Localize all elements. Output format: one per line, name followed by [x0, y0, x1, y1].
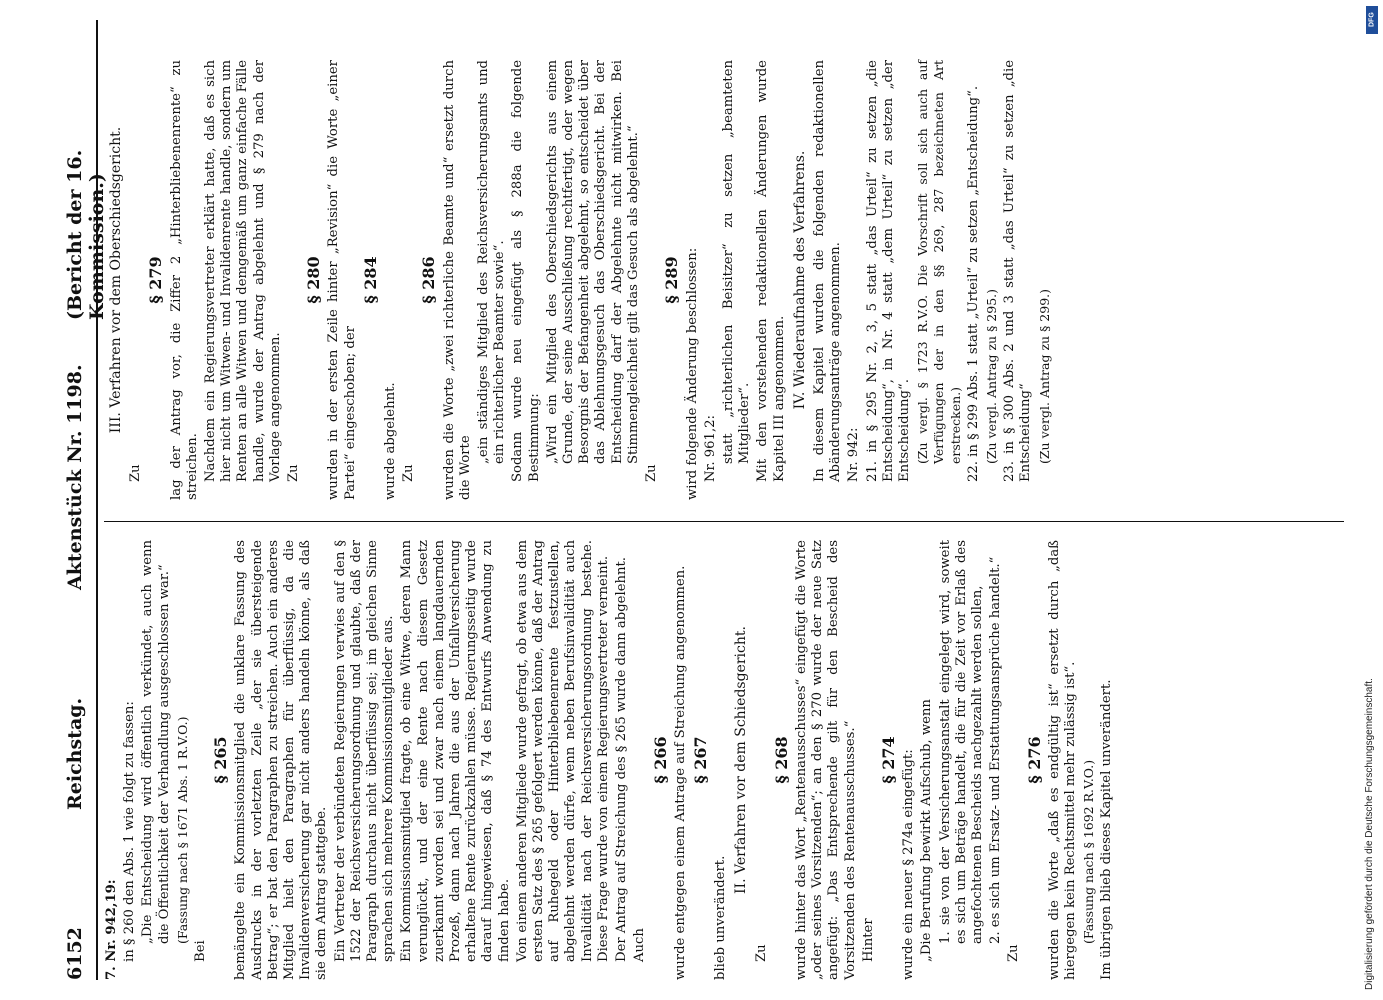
text-line: Zu — [753, 944, 769, 962]
text-line: 7. Nr. 942,19: — [104, 879, 119, 980]
left-column — [104, 540, 1118, 980]
text-line: „Die Entscheidung wird öffentlich verkündet, auch wenn die Öffentlichkeit der Verhandlung ausgeschlossen war.“ — [140, 540, 172, 944]
page-number: 6152 — [64, 927, 86, 980]
paragraph-symbol: § 265 — [211, 736, 231, 784]
text-line: (Fassung nach § 1692 R.V.O.) — [1081, 759, 1097, 944]
text-line: Von einem anderen Mitgliede wurde gefragt, ob etwa aus dem ersten Satz des § 265 gefolgert werden könne, daß der Antrag auf Ruhegeld oder Hinterbliebenenrente festzustellen, abgelehnt werden dürfe, wenn neben Berufsinvalidität auch Invalidität nach der Reichsversicherungsordnung bestehe. Diese Frage wurde von einem Regierungsvertreter verneint. — [514, 540, 611, 962]
header-rule — [96, 20, 98, 980]
text-line: blieb unverändert. — [713, 855, 729, 980]
header-aktenstueck: Aktenstück Nr. 1198. — [64, 364, 86, 590]
text-line: wurde ein neuer § 274a eingefügt: — [901, 749, 917, 980]
text-line: Sodann wurde neu eingefügt als § 288a die folgende Bestimmung: — [510, 60, 542, 482]
page-header — [60, 20, 108, 980]
dfg-logo: DFG — [1366, 6, 1378, 34]
text-line: Nr. 961,2: — [702, 415, 718, 482]
text-line: wurden in der ersten Zeile hinter „Revision“ die Worte „einer Partei“ eingeschoben; der — [326, 60, 358, 500]
document-page — [60, 20, 1360, 980]
column-divider — [104, 521, 1344, 522]
section-heading: IV. Wiederaufnahme des Verfahrens. — [791, 150, 808, 410]
paragraph-symbol: § 280 — [304, 256, 324, 304]
text-line: wurde abgelehnt. — [383, 382, 399, 500]
paragraph-symbol: § 267 — [690, 736, 710, 784]
text-line: In diesem Kapitel wurden die folgenden redaktionellen Abänderungsanträge angenommen. — [811, 60, 844, 482]
text-line: Ein Kommissionsmitglied fragte, ob eine Witwe, deren Mann verunglückt, und der eine Rente nach diesem Gesetz zuerkannt worden sei und zwar nach einem langdauernden Prozeß, dann nach Jahren die aus der Unfallversicherung erhaltene Rente zurückzahlen müsse. Regierungsseitig wurde darauf hingewiesen, daß § 74 des Entwurfs Anwendung zu finden habe. — [399, 540, 512, 962]
text-line: 22. in § 299 Abs. 1 statt „Urteil“ zu setzen „Entscheidung“. — [965, 85, 981, 482]
text-line: wurde entgegen einem Antrage auf Streichung angenommen. — [672, 565, 688, 980]
right-column — [104, 60, 1055, 500]
header-reichstag: Reichstag. — [64, 697, 86, 810]
text-line: Zu — [644, 464, 660, 482]
section-heading: II. Verfahren vor dem Schiedsgericht. — [733, 626, 750, 894]
text-line: 21. in § 295 Nr. 2, 3, 5 statt „das Urteil“ zu setzen „die Entscheidung“, in Nr. 4 statt „dem Urteil“ zu setzen „der Entscheidung“. — [864, 60, 912, 482]
text-line: Mit den vorstehenden redaktionellen Änderungen wurde Kapitel III angenommen. — [755, 60, 787, 482]
text-line: Zu — [1006, 944, 1022, 962]
text-line: Im übrigen blieb dieses Kapitel unverändert. — [1099, 679, 1115, 980]
paragraph-symbol: § 268 — [771, 736, 791, 784]
text-line: (Fassung nach § 1671 Abs. 1 R.V.O.) — [174, 716, 190, 944]
text-line: wird folgende Änderung beschlossen: — [684, 247, 700, 500]
text-line: Nr. 942: — [846, 427, 862, 482]
text-line: wurden die Worte „daß es endgültig ist“ ersetzt durch „daß hiergegen kein Rechtsmittel mehr zulässig ist“. — [1046, 540, 1078, 980]
text-line: „ein ständiges Mitglied des Reichsversicherungsamts und ein richterlicher Beamter sowie“. — [476, 60, 508, 464]
paragraph-symbol: § 276 — [1024, 736, 1044, 784]
text-line: 23. in § 300 Abs. 2 und 3 statt „das Urteil“ zu setzen „die Entscheidung“ — [1002, 60, 1034, 482]
text-line: Der Antrag auf Streichung des § 265 wurde dann abgelehnt. — [614, 557, 630, 962]
text-line: „Wird ein Mitglied des Oberschiedsgerichts aus einem Grunde, der seine Ausschließung rechtfertigt, oder wegen Besorgnis der Befangenheit abgelehnt, so entscheidet über das Ablehnungsgesuch das Oberschiedsgericht. Bei der Entscheidung darf der Abgelehnte nicht mitwirken. Bei Stimmengleichheit gilt das Gesuch als abgelehnt.“ — [544, 60, 641, 464]
text-line: bemängelte ein Kommissionsmitglied die unklare Fassung des Ausdrucks in der vorletzten Zeile „der sie übersteigende Betrag“; er bat den Paragraphen zu streichen. Auch ein anderes Mitglied hielt den Paragraphen für überflüssig, da die Invalidenversicherung gar nicht anders handeln könne, als daß sie dem Antrag stattgebe. — [233, 540, 330, 980]
text-line: Zu — [401, 464, 417, 482]
text-line: (Zu vergl. Antrag zu § 295.) — [983, 288, 999, 464]
paragraph-symbol: § 279 — [146, 256, 166, 304]
text-line: wurde hinter das Wort „Rentenausschusses“ eingefügt die Worte „oder seines Vorsitzenden“; an den § 270 wurde der neue Satz angefügt: „Das Entsprechende gilt für den Bescheid des Vorsitzenden des Rentenausschusses.“ — [793, 540, 858, 980]
text-line: (Zu vergl. § 1723 R.V.O. Die Vorschrift soll sich auch auf Verfügungen der in den §§ 269, 287 bezeichneten Art erstrecken.) — [915, 60, 963, 464]
text-line: wurden die Worte „zwei richterliche Beamte und“ ersetzt durch die Worte — [441, 60, 473, 500]
paragraph-symbol: § 289 — [662, 256, 682, 304]
text-line: statt „richterlichen Beisitzer“ zu setzen „beamteten Mitglieder“. — [720, 60, 753, 464]
text-line: 2. es sich um Ersatz- und Erstattungsansprüche handelt.“ — [988, 556, 1004, 944]
text-line: Bei — [193, 940, 209, 962]
paragraph-symbol: § 286 — [419, 256, 439, 304]
paragraph-symbol: § 274 — [878, 736, 898, 784]
text-line: Auch — [632, 928, 648, 962]
text-line: in § 260 den Abs. 1 wie folgt zu fassen: — [122, 701, 138, 962]
text-line: Ein Vertreter der verbündeten Regierungen verwies auf den § 1522 der Reichsversicherungsordnung und glaubte, daß der Paragraph durchaus nicht überflüssig sei; im gleichen Sinne sprachen sich mehrere Kommissionsmitglieder aus. — [332, 540, 397, 962]
digitization-note: Digitalisierung gefördert durch die Deutsche Forschungsgemeinschaft. — [1364, 678, 1375, 990]
text-line: „Die Berufung bewirkt Aufschub, wenn — [919, 699, 935, 962]
text-line: Hinter — [860, 918, 876, 962]
section-heading: III. Verfahren vor dem Oberschiedsgericht. — [108, 126, 124, 434]
text-line: Zu — [128, 464, 144, 482]
header-bericht: (Bericht der 16. Kommission.) — [64, 149, 108, 320]
paragraph-symbol: § 266 — [650, 736, 670, 784]
text-line: (Zu vergl. Antrag zu § 299.) — [1036, 288, 1052, 464]
text-line: lag der Antrag vor, die Ziffer 2 „Hinterbliebenenrente“ zu streichen. — [168, 60, 200, 500]
text-line: Zu — [286, 464, 302, 482]
text-line: Nachdem ein Regierungsvertreter erklärt hatte, daß es sich hier nicht um Witwen- und Invalidenrente handle, sondern um Renten an alle Witwen und demgemäß um ganz einfache Fälle handle, wurde der Antrag abgelehnt und § 279 nach der Vorlage angenommen. — [203, 60, 283, 482]
paragraph-symbol: § 284 — [360, 256, 380, 304]
text-line: 1. sie von der Versicherungsanstalt eingelegt wird, soweit es sich um Beträge handelt, die für die Zeit vor Erlaß des angefochtenen Bescheids nachgezahlt werden sollen, — [937, 540, 985, 944]
